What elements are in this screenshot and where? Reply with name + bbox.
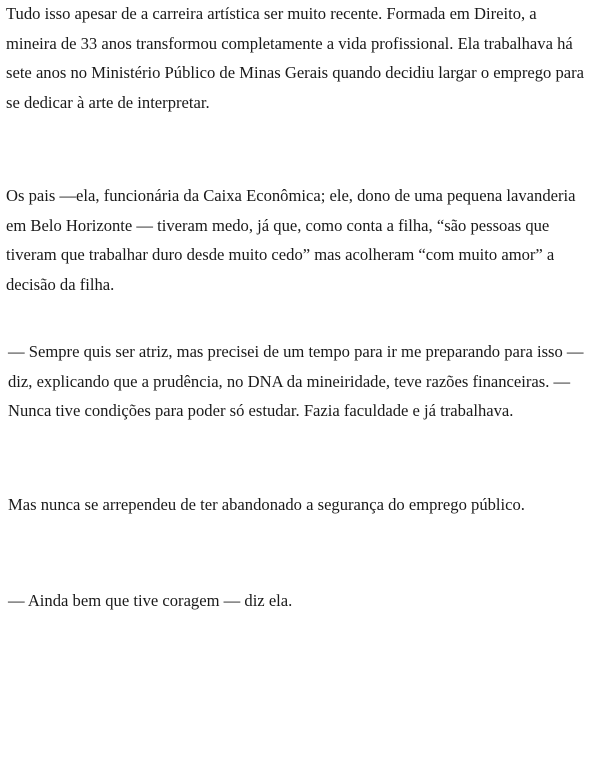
article-paragraph: Mas nunca se arrependeu de ter abandonado a segurança do emprego público. [8,495,525,514]
article-paragraph: Os pais —ela, funcionária da Caixa Econômica; ele, dono de uma pequena lavanderia em Belo Horizonte — tiveram medo, já que, como conta a filha, “são pessoas que tiveram que trabalhar duro desde muito cedo” mas acolheram “com muito amor” a decisão da filha. [6,186,588,294]
article-paragraph: — Ainda bem que tive coragem — diz ela. [8,591,293,610]
article-paragraph: — Sempre quis ser atriz, mas precisei de um tempo para ir me preparando para isso — diz, explicando que a prudência, no DNA da mineiridade, teve razões financeiras. — Nunca tive condições para poder só estudar. Fazia faculdade e já trabalhava. [8,342,588,420]
article-paragraph: Tudo isso apesar de a carreira artística ser muito recente. Formada em Direito, a mineira de 33 anos transformou completamente a vida profissional. Ela trabalhava há sete anos no Ministério Público de Minas Gerais quando decidiu largar o emprego para se dedicar à arte de interpretar. [6,4,589,112]
